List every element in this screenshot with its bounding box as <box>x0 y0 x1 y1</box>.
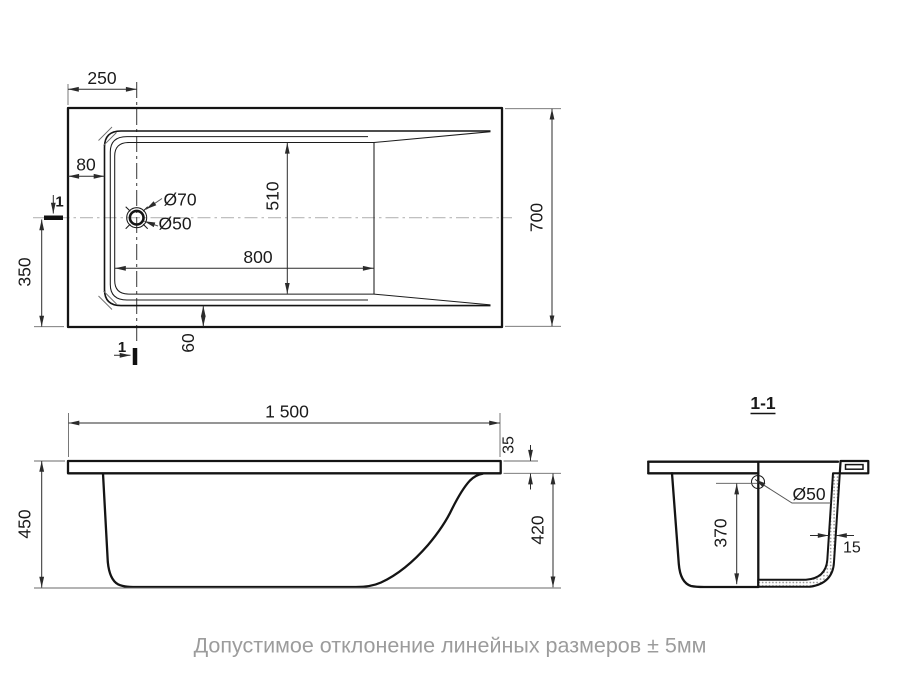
dim-35 <box>501 436 562 490</box>
dim-250-label: 250 <box>87 68 117 88</box>
dim-370-label: 370 <box>710 518 731 548</box>
dim-350 <box>15 220 65 327</box>
dim-drain-outer-label: Ø70 <box>163 189 197 210</box>
front-view <box>15 402 562 589</box>
dim-80 <box>68 155 104 177</box>
dim-15-label: 15 <box>843 539 861 557</box>
drain-leader-section <box>755 479 831 504</box>
basin-floor-contour <box>115 143 374 295</box>
tolerance-note: Допустимое отклонение линейных размеров ± 5мм <box>193 633 707 658</box>
drain-leader-d50 <box>144 214 192 234</box>
rim-inner-contour <box>110 137 368 300</box>
section-view-title: 1-1 <box>750 393 776 413</box>
dim-450 <box>15 461 562 588</box>
dim-700-label: 700 <box>526 202 547 233</box>
section-label-bottom: 1 <box>117 339 127 356</box>
section-label-top: 1 <box>55 193 64 211</box>
dim-80-label: 80 <box>76 154 96 175</box>
dim-250 <box>68 68 137 105</box>
tub-body-profile <box>103 474 483 587</box>
dim-700 <box>505 109 561 327</box>
dim-drain-inner-label: Ø50 <box>158 213 192 234</box>
dim-35-label: 35 <box>500 436 518 454</box>
dim-800-label: 800 <box>243 247 273 267</box>
dim-60 <box>178 306 203 353</box>
dim-350-label: 350 <box>14 257 35 287</box>
section-mark-top <box>44 194 64 218</box>
dim-800 <box>115 247 374 268</box>
flange-hollow-slot <box>846 465 864 470</box>
section-mark-bottom <box>114 339 135 365</box>
slope-taper-bottom <box>374 294 491 305</box>
dim-1500-label: 1 500 <box>265 401 309 422</box>
section-view <box>648 393 868 587</box>
dim-420 <box>528 474 554 588</box>
rim-side-profile <box>68 461 501 473</box>
dim-section-drain-label: Ø50 <box>792 484 826 504</box>
top-view <box>15 68 562 365</box>
drain-leader-d70 <box>146 190 197 210</box>
dim-510-label: 510 <box>262 181 283 211</box>
dim-1500 <box>69 402 501 458</box>
dim-370 <box>711 484 737 585</box>
dim-450-label: 450 <box>14 509 35 539</box>
dim-60-label: 60 <box>178 333 198 353</box>
dim-420-label: 420 <box>527 515 548 545</box>
slope-taper-top <box>374 132 491 143</box>
